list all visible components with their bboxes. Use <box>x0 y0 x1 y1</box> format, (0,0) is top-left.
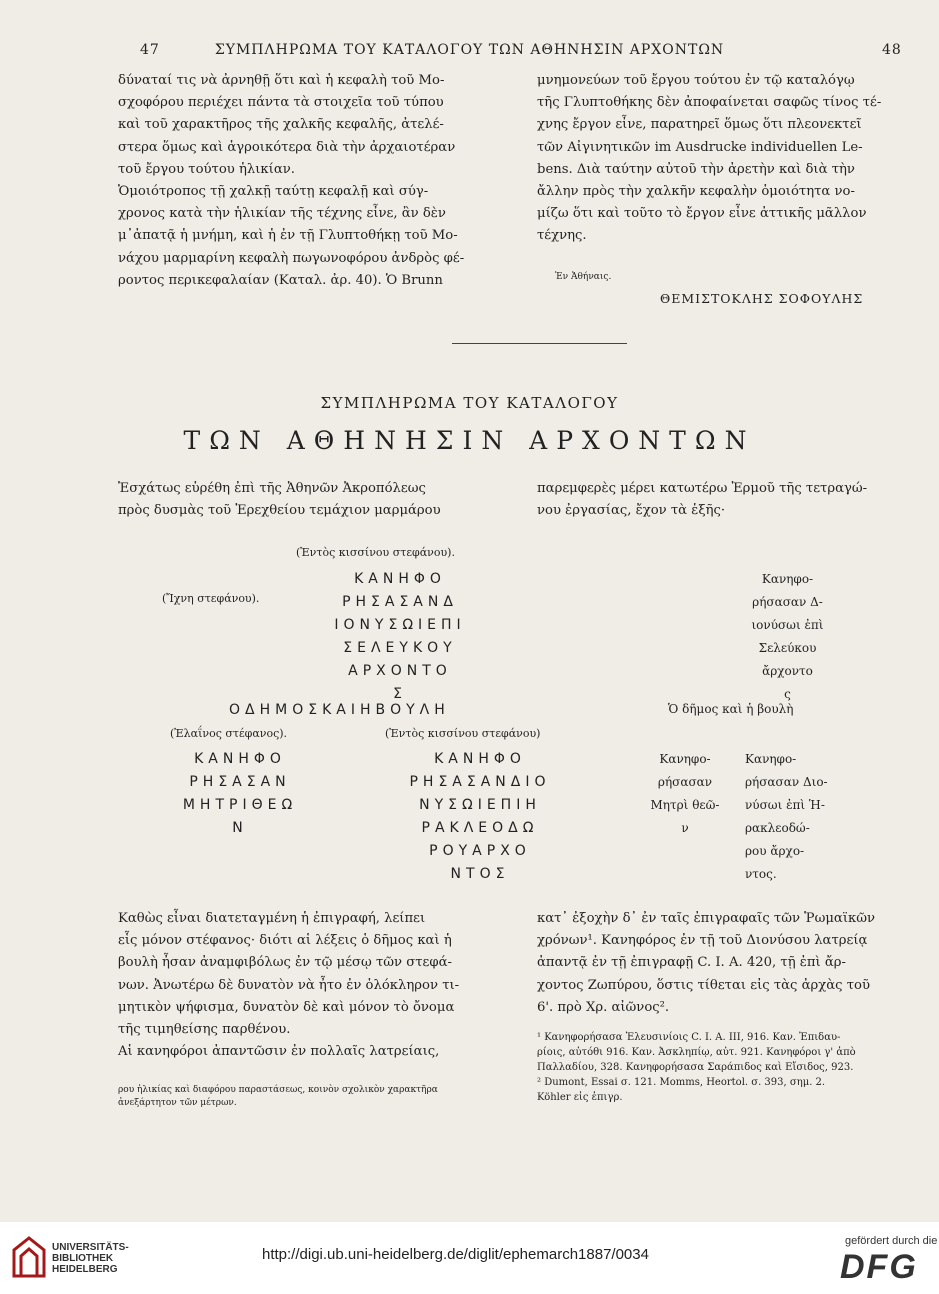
transcription-line: ς <box>784 687 791 701</box>
text-line: Αἱ κανηφόροι ἀπαντῶσιν ἐν πολλαῖς λατρείαις, <box>118 1044 440 1060</box>
transcription-top <box>720 568 855 706</box>
inscription-line: ΡΑΚΛΕΟΔΩ <box>421 820 539 836</box>
text-line: μ᾽ἀπατᾷ ἡ μνήμη, καὶ ἡ ἐν τῇ Γλυπτοθήκῃ τοῦ Μο- <box>118 228 458 244</box>
footnote-line: ² Dumont, Essai σ. 121. Momms, Heortol. σ. 393, σημ. 2. <box>537 1077 826 1088</box>
inscription-line: ΡΗΣΑΣΑΝ <box>189 774 291 790</box>
text-line: χοντος Ζωπύρου, ὅστις τίθεται εἰς τὰς ἀρχὰς τοῦ <box>537 977 870 993</box>
transcription-line: ρήσασαν Δ- <box>752 595 823 609</box>
bottom-left-small <box>118 1084 503 1109</box>
library-name-line: HEIDELBERG <box>52 1264 118 1275</box>
section-divider <box>452 343 627 344</box>
bottom-right-column <box>537 908 905 1019</box>
text-line: ρου ἡλικίας καὶ διαφόρου παραστάσεως, κοινὸν σχολικὸν χαρακτῆρα <box>118 1085 438 1095</box>
inscription-line: Ν <box>232 820 248 836</box>
transcription-left <box>630 748 740 840</box>
note-ivy-top: (Ἐντὸς κισσίνου στεφάνου). <box>296 546 455 559</box>
intro-left <box>118 478 503 522</box>
inscription-line: ΙΟΝΥΣΩΙΕΠΙ <box>334 617 466 633</box>
text-line: τέχνης. <box>537 228 587 244</box>
text-line: bens. Διὰ ταύτην αὐτοῦ τὴν ἀρετὴν καὶ διὰ τὴν <box>537 161 855 177</box>
inscription-line: ΡΗΣΑΣΑΝΔΙΟ <box>409 774 551 790</box>
note-olive: (Ἐλαΐνος στέφανος). <box>170 727 288 740</box>
inscription-line: ΑΡΧΟΝΤΟ <box>348 663 452 679</box>
article-title-2: ΤΩΝ ΑΘΗΝΗΣΙΝ ΑΡΧΟΝΤΩΝ <box>183 426 756 455</box>
transcription-line: Κανηφο- <box>659 752 711 766</box>
text-line: μίζω ὅτι καὶ τοῦτο τὸ ἔργον εἶνε ἀττικῆς μᾶλλον <box>537 206 867 222</box>
text-line: ἀπαντᾷ ἐν τῇ ἐπιγραφῇ C. I. A. 420, τῇ ἐπὶ ἄρ- <box>537 955 847 971</box>
inscription-line: ΚΑΝΗΦΟ <box>354 571 446 587</box>
transcription-line: ρήσασαν <box>657 775 713 789</box>
text-line: καὶ τοῦ χαρακτῆρος τῆς χαλκῆς κεφαλῆς, ἀτελέ- <box>118 117 444 133</box>
footnote-line: Παλλαδίου, 328. Κανηφορήσασα Σαράπιδος καὶ Εἴσιδος, 923. <box>537 1062 854 1073</box>
library-name-line: UNIVERSITÄTS- <box>52 1242 129 1253</box>
note-ivy: (Ἐντὸς κισσίνου στεφάνου) <box>385 727 541 740</box>
text-line: πρὸς δυσμὰς τοῦ Ἐρεχθείου τεμάχιον μαρμάρου <box>118 503 441 519</box>
running-title: ΣΥΜΠΛΗΡΩΜΑ ΤΟΥ ΚΑΤΑΛΟΓΟΥ ΤΩΝ ΑΘΗΝΗΣΙΝ ΑΡΧΟΝΤΩΝ <box>214 42 725 58</box>
inscription-line: ΡΗΣΑΣΑΝΔ <box>342 594 458 610</box>
inscription-line: ΣΕΛΕΥΚΟΥ <box>343 640 457 656</box>
text-line: παρεμφερὲς μέρει κατωτέρω Ἑρμοῦ τῆς τετραγώ- <box>537 481 868 496</box>
text-line: ἀνεξάρτητον τῶν μέτρων. <box>118 1097 237 1108</box>
transcription-line: ρου ἄρχο- <box>745 844 805 858</box>
footnotes <box>537 1030 905 1105</box>
inscription-line: ΚΑΝΗΦΟ <box>194 751 286 767</box>
text-line: νου ἐργασίας, ἔχον τὰ ἑξῆς· <box>537 503 726 519</box>
text-line: τῆς τιμηθείσης παρθένου. <box>118 1022 291 1038</box>
transcription-line: ρήσασαν Διο- <box>745 775 828 789</box>
text-line: Ὁμοιότροπος τῇ χαλκῇ ταύτῃ κεφαλῇ καὶ σύγ- <box>118 184 429 200</box>
transcription-line: νύσωι ἐπὶ Ἡ- <box>745 798 825 812</box>
transcription-line: Μητρὶ θεῶ- <box>650 798 720 812</box>
inscription-line: ΚΑΝΗΦΟ <box>434 751 526 767</box>
top-left-column <box>118 70 493 292</box>
inscription-line: ΝΥΣΩΙΕΠΙΗ <box>419 797 541 813</box>
text-line: χνης ἔργον εἶνε, παρατηρεῖ ὅμως ὅτι πλεονεκτεῖ <box>537 117 862 133</box>
note-traces: (Ἴχνη στεφάνου). <box>162 592 260 605</box>
bottom-left-column <box>118 908 503 1063</box>
text-line: ἄλλην πρὸς τὴν χαλκῆν κεφαλὴν ὁμοιότητα νο- <box>537 184 855 200</box>
page-number-right: 48 <box>882 42 902 58</box>
text-line: Καθὼς εἶναι διατεταγμένη ἡ ἐπιγραφή, λείπει <box>118 911 426 926</box>
text-line: χρόνων¹. Κανηφόρος ἐν τῇ τοῦ Διονύσου λατρείᾳ <box>537 933 868 949</box>
library-logo-icon <box>12 1236 46 1282</box>
place-line: Ἐν Ἀθήναις. <box>555 272 612 282</box>
transcription-line: Κανηφο- <box>761 572 814 586</box>
intro-right <box>537 478 905 522</box>
footnote-line: Köhler εἰς ἐπιγρ. <box>537 1092 623 1103</box>
text-line: κατ᾽ ἐξοχὴν δ᾽ ἐν ταῖς ἐπιγραφαῖς τῶν Ῥωμαϊκῶν <box>537 911 876 926</box>
text-line: Ἐσχάτως εὑρέθη ἐπὶ τῆς Ἀθηνῶν Ἀκροπόλεως <box>118 481 426 496</box>
text-line: βουλὴ ἦσαν ἀναμφιβόλως ἐν τῷ μέσῳ τῶν στεφά- <box>118 955 452 971</box>
page-number-left: 47 <box>140 42 160 58</box>
inscription-top <box>300 568 500 706</box>
top-right-column <box>537 70 902 248</box>
inscription-left <box>170 748 310 840</box>
text-line: τῶν Αἰγινητικῶν im Ausdrucke individuellen Le- <box>537 139 863 155</box>
inscription-line: Σ <box>393 686 407 702</box>
transcription-middle <box>745 748 860 886</box>
text-line: νων. Ἀνωτέρω δὲ δυνατὸν νὰ ἦτο ἐν ὁλόκληρον τι- <box>118 977 460 993</box>
text-line: τῆς Γλυπτοθήκης δὲν ἀποφαίνεται σαφῶς τίνος τέ- <box>537 95 882 111</box>
source-url[interactable]: http://digi.ub.uni-heidelberg.de/diglit/ephemarch1887/0034 <box>262 1246 649 1263</box>
text-line: δύναταί τις νὰ ἀρνηθῇ ὅτι καὶ ἡ κεφαλὴ τοῦ Μο- <box>118 73 445 88</box>
inscription-line: ΡΟΥΑΡΧΟ <box>429 843 531 859</box>
inscription-line: ΜΗΤΡΙΘΕΩ <box>182 797 298 813</box>
dfg-logo: DFG <box>840 1248 918 1286</box>
inscription-line: ΝΤΟΣ <box>450 866 510 882</box>
article-title-1: ΣΥΜΠΛΗΡΩΜΑ ΤΟΥ ΚΑΤΑΛΟΓΟΥ <box>320 394 619 412</box>
text-line: μνημονεύων τοῦ ἔργου τούτου ἐν τῷ καταλόγῳ <box>537 73 855 88</box>
transcription-line: ρακλεοδώ- <box>745 821 810 835</box>
transcription-line: Σελεύκου <box>758 641 817 655</box>
text-line: τοῦ ἔργου τούτου ἡλικίαν. <box>118 161 295 177</box>
footnote-line: ρίοις, αὐτόθι 916. Καν. Ἀσκληπίῳ, αὐτ. 921. Κανηφόροι γ' ἀπὸ <box>537 1047 856 1058</box>
text-line: εἷς μόνον στέφανος· διότι αἱ λέξεις ὁ δῆμος καὶ ἡ <box>118 933 452 949</box>
text-line: ροντος περικεφαλαίαν (Καταλ. ἀρ. 40). Ὁ Brunn <box>118 272 443 288</box>
transcription-line: ιονύσωι ἐπὶ <box>751 618 824 632</box>
text-line: νάχου μαρμαρίνη κεφαλὴ πωγωνοφόρου ἀνδρὸς φέ- <box>118 250 465 266</box>
funded-by: gefördert durch die <box>845 1235 938 1247</box>
text-line: στερα ὅμως καὶ ἀγροικότερα διὰ τὴν ἀρχαιοτέραν <box>118 139 456 155</box>
footnote-line: ¹ Κανηφορήσασα Ἐλευσινίοις C. I. A. III, 916. Καν. Ἐπιδαυ- <box>537 1032 841 1043</box>
text-line: χρονος κατὰ τὴν ἡλικίαν τῆς τέχνης εἶνε, ἂν δὲν <box>118 206 446 222</box>
text-line: 6'. πρὸ Χρ. αἰῶνος². <box>537 999 670 1015</box>
transcription-line: ν <box>681 821 689 835</box>
inscription-middle <box>380 748 580 886</box>
demos-line: ΟΔΗΜΟΣΚΑΙΗΒΟΥΛΗ <box>229 702 450 718</box>
text-line: μητικὸν ψήφισμα, δυνατὸν δὲ καὶ μόνον τὸ ὄνομα <box>118 999 455 1015</box>
transcription-line: Κανηφο- <box>745 752 797 766</box>
library-name-line: BIBLIOTHEK <box>52 1253 114 1264</box>
transcription-line: ντος. <box>745 867 777 881</box>
text-line: σχοφόρου περιέχει πάντα τὰ στοιχεῖα τοῦ τύπου <box>118 95 444 111</box>
library-name <box>52 1242 129 1275</box>
transcription-line: ἄρχοντο <box>762 664 813 678</box>
demos-transcription: Ὁ δῆμος καὶ ἡ βουλὴ <box>668 702 794 716</box>
signature: ΘΕΜΙΣΤΟΚΛΗΣ ΣΟΦΟΥΛΗΣ <box>660 291 864 306</box>
